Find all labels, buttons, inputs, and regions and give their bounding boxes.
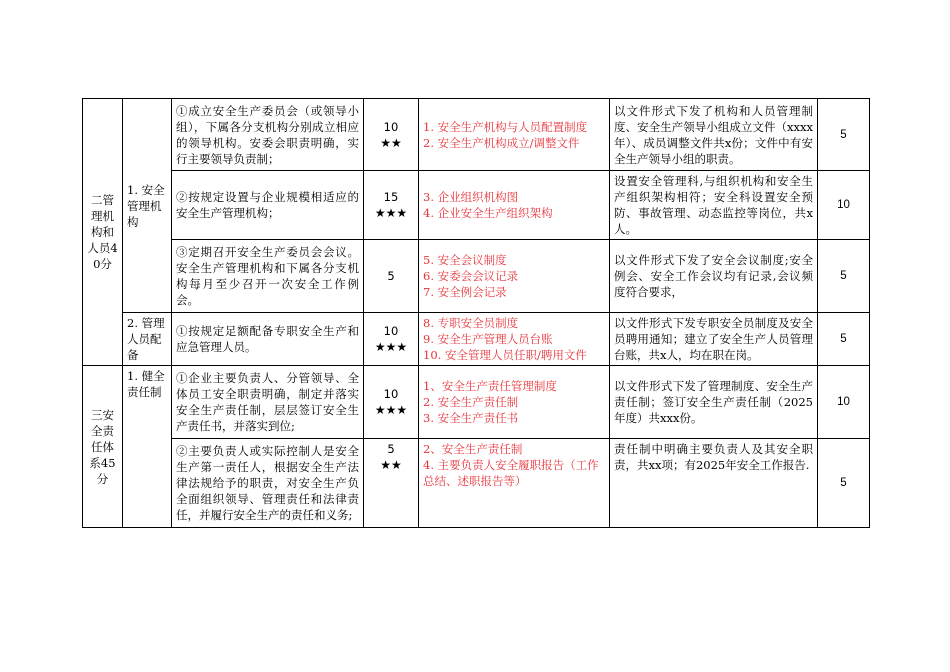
requirement-cell: ②按规定设置与企业规模相适应的安全生产管理机构； — [172, 171, 364, 240]
points-cell — [364, 366, 419, 439]
documents-cell — [419, 99, 610, 171]
star-rating: ★★ — [380, 135, 402, 150]
document-item: 2. 安全生产责任制 — [423, 395, 519, 409]
points-cell — [364, 439, 419, 528]
document-item: 10. 安全管理人员任职/聘用文件 — [423, 348, 587, 362]
star-rating: ★★★ — [374, 206, 408, 220]
document-item: 1. 安全生产机构与人员配置制度 — [423, 119, 588, 134]
points-value: 5 — [387, 269, 395, 283]
document-item: 2. 安全生产机构成立/调整文件 — [423, 135, 580, 150]
document-item: 8. 专职安全员制度 — [423, 316, 519, 330]
points-value: 10 — [383, 119, 399, 134]
category-org-staff: 二管理机构和人员40分 — [83, 99, 123, 366]
points-cell — [364, 99, 419, 171]
document-item: 3. 安全生产责任书 — [423, 411, 519, 425]
documents-cell — [419, 313, 610, 366]
documents-cell — [419, 240, 610, 313]
document-item: 1、安全生产责任管理制度 — [423, 379, 557, 393]
score-cell: 10 — [818, 366, 870, 439]
document-item: 7. 安全例会记录 — [423, 285, 507, 299]
document-item: 6. 安委会会议记录 — [423, 269, 519, 283]
subcategory-safety-org: 1. 安全管理机构 — [123, 99, 172, 313]
score-cell: 5 — [818, 99, 870, 171]
evidence-cell: 以文件形式下发了机构和人员管理制度、安全生产领导小组成立文件（xxxx年）、成员调整文件共x份；文件中有安全生产领导小组的职责。 — [610, 99, 818, 171]
document-item: 3. 企业组织机构图 — [423, 190, 519, 204]
document-item: 2、安全生产责任制 — [423, 442, 523, 456]
table-row — [83, 439, 870, 528]
star-rating: ★★★ — [374, 340, 408, 354]
document-item: 4. 企业安全生产组织架构 — [423, 206, 553, 220]
points-value: 10 — [383, 324, 399, 338]
evidence-cell: 设置安全管理科,与组织机构和安全生产组织架构相符；安全科设置安全预防、事故管理、动态监控等岗位，共x人。 — [610, 171, 818, 240]
requirement-cell: ①企业主要负责人、分管领导、全体员工安全职责明确，制定并落实安全生产责任制，层层签订安全生产责任书，并落实到位; — [172, 366, 364, 439]
documents-cell — [419, 366, 610, 439]
evidence-cell: 责任制中明确主要负责人及其安全职责，共xx项；有2025年安全工作报告. — [610, 439, 818, 528]
star-rating: ★★★ — [374, 403, 408, 417]
score-cell: 5 — [818, 313, 870, 366]
evidence-cell: 以文件形式下发专职安全员制度及安全员聘用通知；建立了安全生产人员管理台账，共x人，均在职在岗。 — [610, 313, 818, 366]
points-value: 15 — [383, 190, 399, 204]
document-item: 5. 安全会议制度 — [423, 253, 507, 267]
points-cell — [364, 313, 419, 366]
table-row — [83, 240, 870, 313]
documents-cell — [419, 439, 610, 528]
evidence-cell: 以文件形式下发了管理制度、安全生产责任制；签订安全生产责任制（2025年度）共xxx份。 — [610, 366, 818, 439]
star-rating: ★★ — [380, 458, 402, 472]
requirement-cell: ②主要负责人或实际控制人是安全生产第一责任人，根据安全生产法律法规给予的职责，对安全生产负全面组织领导、管理责任和法律责任，并履行安全生产的责任和义务; — [172, 439, 364, 528]
evaluation-table — [82, 98, 870, 528]
requirement-cell: ①按规定足额配备专职安全生产和应急管理人员。 — [172, 313, 364, 366]
category-responsibility: 三安全责任体系45分 — [83, 366, 123, 528]
points-value: 10 — [383, 387, 399, 401]
score-cell: 5 — [818, 240, 870, 313]
evidence-cell: 以文件形式下发了安全会议制度;安全例会、安全工作会议均有记录,会议频度符合要求， — [610, 240, 818, 313]
document-item: 9. 安全生产管理人员台账 — [423, 332, 553, 346]
score-cell: 10 — [818, 171, 870, 240]
requirement-cell: ③定期召开安全生产委员会会议。安全生产管理机构和下属各分支机构每月至少召开一次安全工作例会。 — [172, 240, 364, 313]
table-row — [83, 366, 870, 439]
document-item: 4. 主要负责人安全履职报告（工作总结、述职报告等） — [423, 458, 599, 488]
requirement-cell: ①成立安全生产委员会（或领导小组），下属各分支机构分别成立相应的领导机构。安委会职责明确，实行主要领导负责制； — [172, 99, 364, 171]
table-row — [83, 171, 870, 240]
table-row — [83, 313, 870, 366]
points-cell — [364, 171, 419, 240]
table-row — [83, 99, 870, 171]
points-value: 5 — [387, 442, 395, 456]
documents-cell — [419, 171, 610, 240]
subcategory-responsibility: 1. 健全责任制 — [123, 366, 172, 528]
score-cell: 5 — [818, 439, 870, 528]
subcategory-staffing: 2. 管理人员配备 — [123, 313, 172, 366]
points-cell — [364, 240, 419, 313]
